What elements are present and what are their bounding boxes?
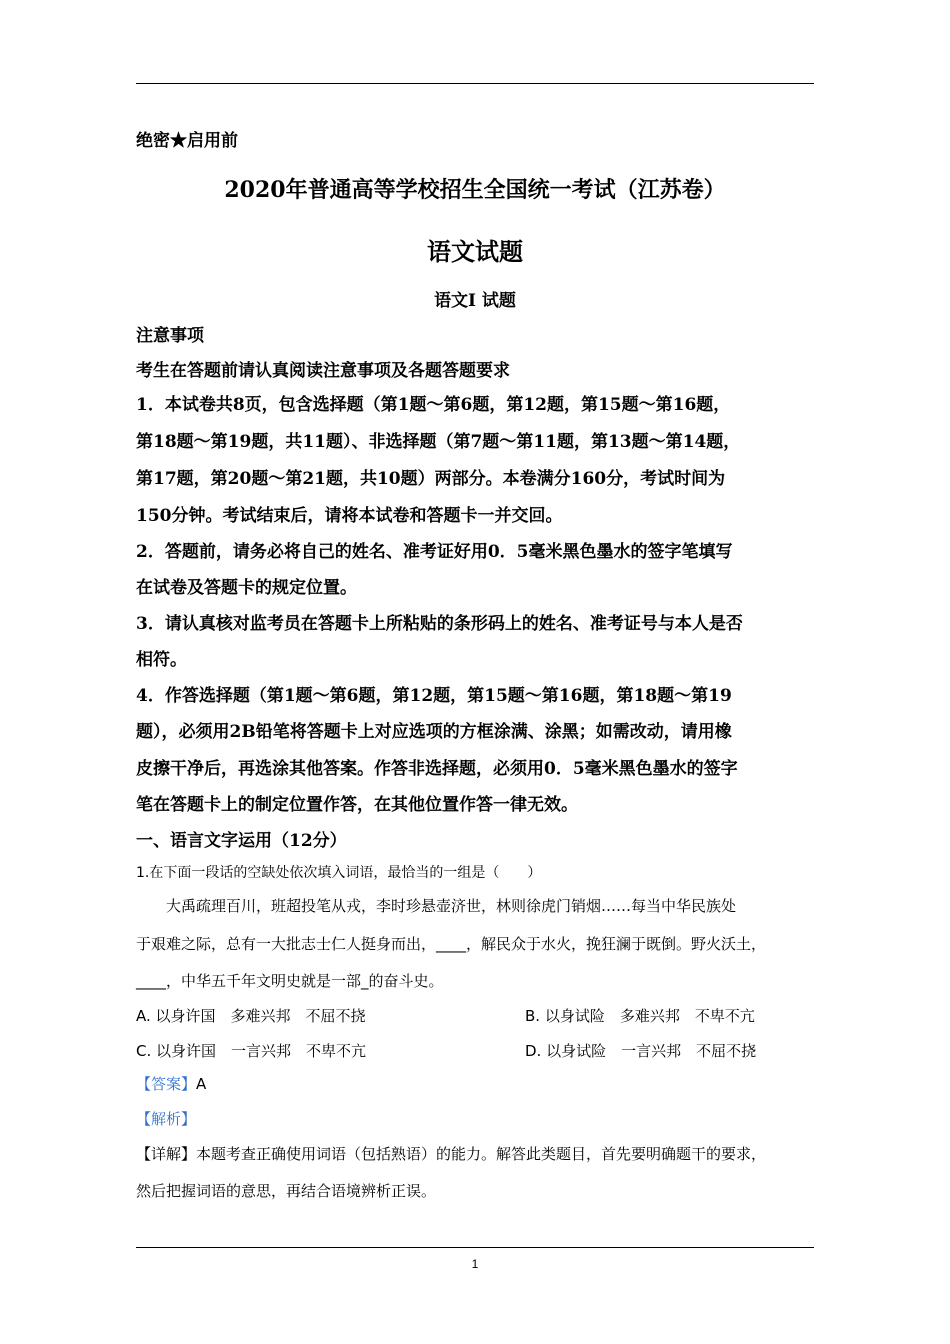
detail-line: 然后把握词语的意思，再结合语境辨析正误。 — [136, 1182, 437, 1200]
section-title: 语文Ⅰ 试题 — [434, 291, 516, 311]
notice-line: 题），必须用2B铅笔将答题卡上对应选项的方框涂满、涂黑；如需改动，请用橡 — [136, 722, 732, 742]
question-1-stem: 1.在下面一段话的空缺处依次填入词语，最恰当的一组是（ ） — [136, 865, 542, 881]
option-b: B. 以身试险 多难兴邦 不卑不亢 — [525, 1007, 755, 1025]
notice-line: 3．请认真核对监考员在答题卡上所粘贴的条形码上的姓名、准考证号与本人是否 — [136, 614, 743, 634]
analysis-label: 【解析】 — [136, 1110, 197, 1128]
notice-line: 2．答题前，请务必将自己的姓名、准考证好用0．5毫米黑色墨水的签字笔填写 — [136, 542, 733, 562]
notice-line: 在试卷及答题卡的规定位置。 — [136, 578, 357, 598]
option-c: C. 以身许国 一言兴邦 不卑不亢 — [136, 1042, 367, 1060]
footer-rule — [136, 1247, 814, 1248]
notice-line: 第17题，第20题～第21题，共10题）两部分。本卷满分160分，考试时间为 — [136, 469, 726, 489]
page-number: 1 — [471, 1257, 479, 1271]
option-d: D. 以身试险 一言兴邦 不屈不挠 — [525, 1042, 757, 1060]
answer-row — [136, 1073, 206, 1094]
notice-line: 皮擦干净后，再选涂其他答案。作答非选择题，必须用0．5毫米黑色墨水的签字 — [136, 759, 738, 779]
answer-value: A — [196, 1075, 207, 1093]
question-1-passage-line: ____，中华五千年文明史就是一部_的奋斗史。 — [136, 972, 444, 990]
paper-subtitle: 语文试题 — [427, 237, 523, 266]
detail-line: 【详解】本题考查正确使用词语（包括熟语）的能力。解答此类题目，首先要明确题干的要求， — [136, 1145, 767, 1163]
question-1-passage-line: 于艰难之际，总有一大批志士仁人挺身而出，____，解民众于水火，挽狂澜于既倒。野火沃土， — [136, 935, 767, 953]
notice-line: 第18题～第19题，共11题）、非选择题（第7题～第11题，第13题～第14题， — [136, 432, 741, 452]
notice-heading: 注意事项 — [136, 326, 204, 346]
question-1-passage-line: 大禹疏理百川，班超投笔从戎，李时珍悬壶济世，林则徐虎门销烟……每当中华民族处 — [136, 897, 737, 915]
option-a: A. 以身许国 多难兴邦 不屈不挠 — [136, 1007, 366, 1025]
answer-label: 【答案】 — [136, 1075, 197, 1093]
exam-title: 2020年普通高等学校招生全国统一考试（江苏卷） — [224, 177, 726, 203]
notice-line: 4．作答选择题（第1题～第6题，第12题，第15题～第16题，第18题～第19 — [136, 686, 732, 706]
header-rule — [136, 83, 814, 84]
part-one-heading: 一、语言文字运用（12分） — [136, 831, 347, 851]
notice-intro: 考生在答题前请认真阅读注意事项及各题答题要求 — [136, 361, 510, 381]
notice-line: 相符。 — [136, 650, 187, 670]
notice-line: 笔在答题卡上的制定位置作答，在其他位置作答一律无效。 — [136, 795, 578, 815]
confidential-label: 绝密★启用前 — [136, 131, 238, 151]
notice-line: 1．本试卷共8页，包含选择题（第1题～第6题，第12题，第15题～第16题， — [136, 395, 731, 415]
notice-line: 150分钟。考试结束后，请将本试卷和答题卡一并交回。 — [136, 506, 563, 526]
